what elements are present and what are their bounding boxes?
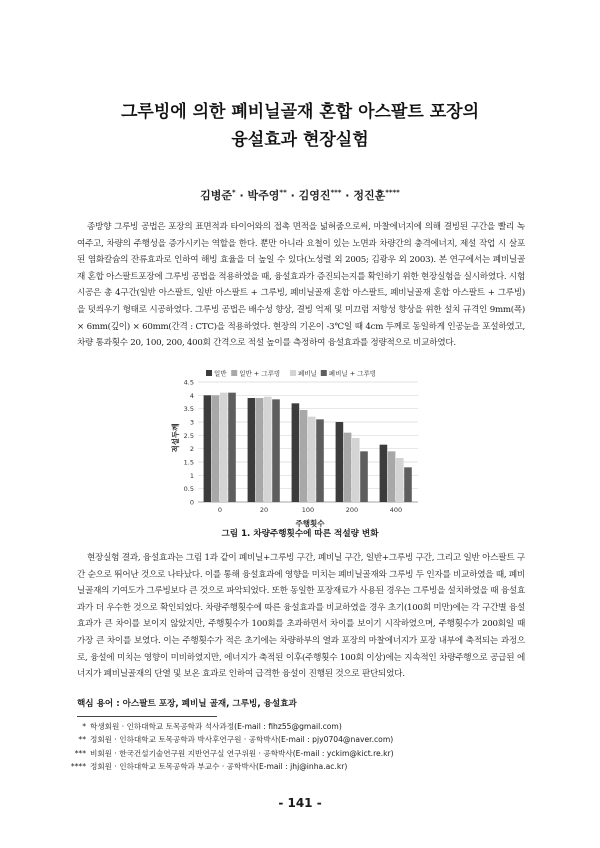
footnote	[60, 747, 530, 760]
chart-bar	[380, 445, 388, 502]
footnotes	[60, 720, 530, 774]
author-affiliation-mark: ***	[330, 188, 342, 197]
abstract-paragraph: 종방향 그루빙 공법은 포장의 표면적과 타이어와의 접촉 면적을 넓혀줌으로써, 마찰에너지에 의해 결빙된 구간을 빨리 녹여주고, 차량의 주행성을 증가시키는 역할을 한다. 뿐만 아니라 요철이 있는 노면과 차량간의 충격에너지, 제설 작업 시 살포된 염화칼슘의 잔류효과로 인하여 해빙 효율을 더 높일 수 있다(노성렬 외 2005; 김광우 외 2003). 본 연구에서는 폐비닐골재 혼합 아스팔트포장에 그루빙 공법을 적용하였을 때, 융설효과가 증진되는지를 확인하기 위한 현장실험을 실시하였다. 시험 시공은 총 4구간(일반 아스팔트, 일반 아스팔트 + 그루빙, 폐비닐골재 혼합 아스팔트, 폐비닐골재 혼합 아스팔트 + 그루빙)을 덧씌우기 형태로 시공하였다. 그루빙 공법은 배수성 향상, 결빙 억제 및 미끄럼 저항성 향상을 위한 설치 규격인 9mm(폭) × 6mm(깊이) × 60mm(간격 : CTC)을 적용하였다. 현장의 기온이 -3℃일 때 4cm 두께로 동일하게 인공눈을 포설하였고, 차량 통과횟수 20, 100, 200, 400회 간격으로 적설 높이를 측정하여 융설효과를 정량적으로 비교하였다.	[77, 222, 525, 349]
chart-bar	[316, 419, 324, 502]
author-separator: ·	[286, 189, 299, 202]
chart-x-tick-label: 20	[259, 506, 269, 514]
footnote	[60, 733, 530, 746]
author-name: 박주영**	[247, 188, 287, 202]
footnote-divider	[77, 716, 217, 717]
chart-y-tick-label: 4.5	[183, 378, 194, 387]
chart-bar	[220, 393, 228, 502]
chart-bar	[212, 395, 220, 502]
footnote	[60, 760, 530, 773]
author-name: 김영진***	[298, 188, 342, 202]
chart-y-tick-label: 1.5	[183, 458, 194, 467]
chart-bar	[264, 397, 272, 502]
author-name: 김병준*	[200, 188, 236, 202]
author-list	[0, 187, 600, 203]
author-name: 정진훈****	[353, 188, 400, 202]
chart-y-tick-label: 3	[189, 418, 194, 427]
footnote-mark: *	[82, 722, 86, 731]
page-number: - 141 -	[278, 796, 322, 810]
chart-x-tick-label: 400	[389, 506, 403, 514]
chart-bar	[352, 438, 360, 502]
keywords: 핵심 용어 : 아스팔트 포장, 폐비닐 골재, 그루빙, 융설효과	[77, 699, 297, 709]
author-affiliation-mark: **	[279, 188, 287, 197]
footnote-text: 정회원 · 인하대학교 토목공학과 박사후연구원 · 공학박사(E-mail : pjy0704@naver.com)	[90, 735, 394, 745]
chart-legend-label: 일반 + 그루빙	[239, 369, 281, 378]
chart-bar	[308, 417, 316, 502]
chart-bar	[204, 395, 212, 502]
footnote	[60, 720, 530, 733]
chart-bar	[228, 393, 236, 502]
paper-title-line-1: 그루빙에 의한 폐비닐골재 혼합 아스팔트 포장의	[120, 102, 480, 122]
chart-legend-swatch	[206, 370, 212, 376]
chart-x-axis-label: 주행횟수	[295, 519, 325, 528]
chart-bar	[292, 403, 300, 502]
chart-y-tick-label: 1	[189, 471, 194, 480]
chart-bar	[300, 410, 308, 502]
chart-y-tick-label: 2	[189, 445, 194, 454]
chart-legend-label: 폐비닐 + 그루빙	[328, 369, 377, 378]
chart-bar	[256, 398, 264, 502]
footnote-mark: ****	[70, 762, 86, 772]
author-separator: ·	[235, 189, 248, 202]
chart-y-tick-label: 0.5	[183, 485, 194, 494]
chart-x-tick-label: 200	[345, 506, 359, 514]
footnote-mark: **	[78, 735, 86, 745]
author-separator: ·	[341, 189, 354, 202]
chart-y-tick-label: 3.5	[183, 405, 194, 414]
chart-x-tick-label: 100	[301, 506, 315, 514]
chart-bar	[336, 422, 344, 502]
chart-legend-swatch	[231, 370, 237, 376]
chart-legend-label: 폐비닐	[298, 369, 317, 378]
body-paragraph: 현장실험 결과, 융설효과는 그림 1과 같이 폐비닐+그루빙 구간, 폐비닐 구간, 일반+그루빙 구간, 그리고 일반 아스팔트 구간 순으로 뛰어난 것으로 나타났다. 이를 통해 융설효과에 영향을 미치는 폐비닐골재와 그루빙 두 인자를 비교하였을 때, 폐비닐골재의 기여도가 그루빙보다 큰 것으로 파악되었다. 또한 동일한 포장재료가 사용된 경우는 그루빙을 설치하였을 때 융설효과가 더 우수한 것으로 확인되었다. 차량주행횟수에 따른 융설효과를 비교하였을 경우 초기(100회 미만)에는 각 구간별 융설효과가 큰 차이를 보이지 않았지만, 주행횟수가 100회를 초과하면서 차이를 보이기 시작하였으며, 주행횟수가 200회일 때 가장 큰 차이를 보였다. 이는 주행횟수가 적은 초기에는 차량하부의 열과 포장의 마찰에너지가 포장 내부에 축적되는 과정으로, 융설에 미치는 영향이 미비하였지만, 에너지가 축적된 이후(주행횟수 100회 이상)에는 지속적인 차량주행으로 공급된 에너지가 폐비닐골재의 단열 및 보온 효과로 인하여 급격한 융설이 진행된 것으로 판단되었다.	[77, 553, 525, 680]
footnote-mark: ***	[74, 748, 86, 758]
chart-bar	[404, 467, 412, 502]
chart-bar	[272, 399, 280, 502]
author-affiliation-mark: ****	[385, 188, 400, 197]
chart-legend-label: 일반	[214, 369, 227, 378]
chart-y-tick-label: 4	[189, 391, 194, 400]
chart-y-tick-label: 0	[189, 498, 194, 507]
footnote-text: 비회원 · 한국건설기술연구원 지반연구실 연구위원 · 공학박사(E-mail : yckim@kict.re.kr)	[90, 748, 394, 758]
chart-bar	[344, 433, 352, 502]
chart-legend-swatch	[321, 370, 327, 376]
chart-y-tick-label: 2.5	[183, 431, 194, 440]
chart-x-tick-label: 0	[217, 506, 223, 514]
chart-bar	[360, 451, 368, 502]
footnote-text: 학생회원 · 인하대학교 토목공학과 석사과정(E-mail : fihz55@gmail.com)	[90, 722, 342, 731]
chart-y-axis-label: 적설두께	[171, 423, 180, 453]
author-affiliation-mark: *	[232, 188, 236, 197]
chart-legend-swatch	[290, 370, 296, 376]
footnote-text: 정회원 · 인하대학교 토목공학과 부교수 · 공학박사(E-mail : jhj@inha.ac.kr)	[90, 762, 348, 772]
paper-title-line-2: 융설효과 현장실험	[231, 130, 369, 150]
snow-depth-chart	[170, 368, 430, 528]
chart-bar	[396, 458, 404, 502]
figure-caption: 그림 1. 차량주행횟수에 따른 적설량 변화	[221, 529, 379, 539]
chart-bar	[248, 398, 256, 502]
chart-bar	[388, 451, 396, 502]
